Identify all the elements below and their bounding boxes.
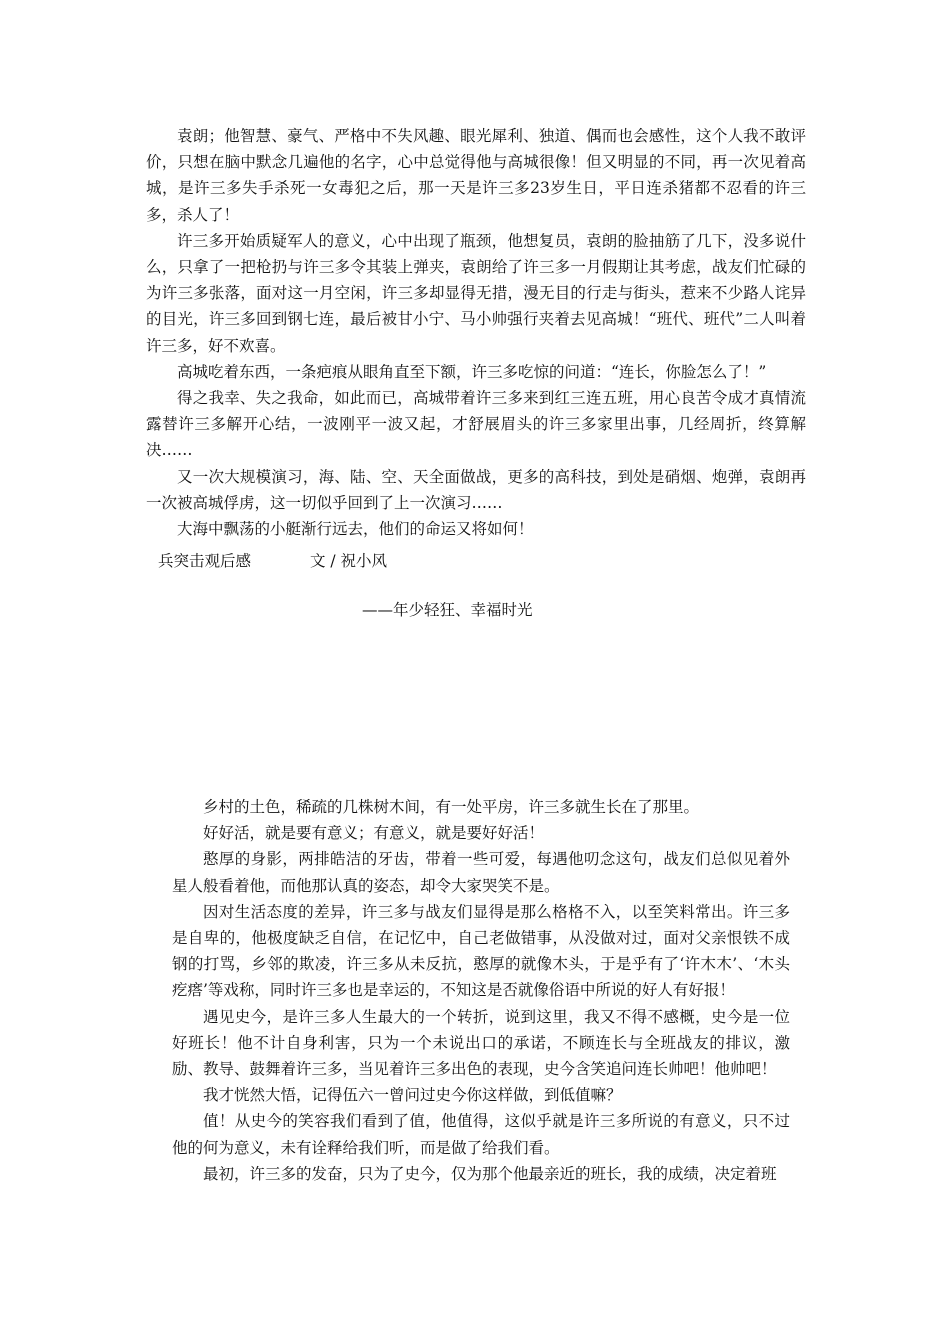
paragraph: 得之我幸、失之我命，如此而已，高城带着许三多来到红三连五班，用心良苦令成才真情流露替许三多解开心结，一波刚平一波又起，才舒展眉头的许三多家里出事，几经周折，终算解决…… — [146, 389, 806, 460]
review-text-section-1 — [146, 123, 806, 542]
paragraph: 值！从史今的笑容我们看到了值，他值得，这似乎就是许三多所说的有意义，只不过他的何为意义，未有诠释给我们听，而是做了给我们看。 — [172, 1112, 790, 1157]
paragraph: 袁朗；他智慧、豪气、严格中不失风趣、眼光犀利、独道、偶而也会感性，这个人我不敢评价，只想在脑中默念几遍他的名字，心中总觉得他与高城很像！但又明显的不同，再一次见着高城，是许三多失手杀死一女毒犯之后，那一天是许三多23岁生日，平日连杀猪都不忍看的许三多，杀人了！ — [146, 127, 806, 224]
paragraph: 因对生活态度的差异，许三多与战友们显得是那么格格不入，以至笑料常出。许三多是自卑的，他极度缺乏自信，在记忆中，自己老做错事，从没做对过，面对父亲恨铁不成钢的打骂，乡邻的欺凌，许三多从未反抗，憨厚的就像木头，于是乎有了‘许木木’、‘木头疙瘩’等戏称，同时许三多也是幸运的，不知这是否就像俗语中所说的好人有好报！ — [172, 902, 790, 1000]
article-title: 兵突击观后感 — [158, 552, 252, 570]
paragraph: 又一次大规模演习，海、陆、空、天全面做战，更多的高科技，到处是硝烟、炮弹，袁朗再一次被高城俘虏，这一切似乎回到了上一次演习…… — [146, 467, 806, 512]
article-subtitle: ——年少轻狂、幸福时光 — [362, 601, 533, 619]
paragraph: 好好活，就是要有意义；有意义，就是要好好活！ — [203, 824, 545, 843]
paragraph: 最初，许三多的发奋，只为了史今，仅为那个他最亲近的班长，我的成绩，决定着班 — [203, 1164, 777, 1183]
article-heading — [158, 549, 387, 573]
paragraph: 憨厚的身影，两排皓洁的牙齿，带着一些可爱，每遇他叨念这句，战友们总似见着外星人般看着他，而他那认真的姿态，却令大家哭笑不是。 — [172, 850, 790, 895]
paragraph: 遇见史今，是许三多人生最大的一个转折，说到这里，我又不得不感概，史今是一位好班长！他不计自身利害，只为一个未说出口的承诺，不顾连长与全班战友的排议，激励、教导、鼓舞着许三多，当见着许三多出色的表现，史今含笑追问连长帅吧！他帅吧！ — [172, 1007, 790, 1079]
paragraph: 乡村的土色，稀疏的几株树木间，有一处平房，许三多就生长在了那里。 — [203, 798, 700, 816]
paragraph: 大海中飘荡的小艇渐行远去，他们的命运又将如何！ — [177, 520, 534, 539]
paragraph: 高城吃着东西，一条疤痕从眼角直至下额，许三多吃惊的问道：“连长，你脸怎么了！” — [177, 362, 767, 381]
review-text-section-2 — [172, 794, 790, 1187]
paragraph: 我才恍然大悟，记得伍六一曾问过史今你这样做，到低值嘛？ — [203, 1086, 622, 1105]
paragraph: 许三多开始质疑军人的意义，心中出现了瓶颈，他想复员，袁朗的脸抽筋了几下，没多说什么，只拿了一把枪扔与许三多令其装上弹夹，袁朗给了许三多一月假期让其考虑，战友们忙碌的为许三多张落，面对这一月空闲，许三多却显得无措，漫无目的行走与街头，惹来不少路人诧异的目光，许三多回到钢七连，最后被甘小宁、马小帅强行夹着去见高城！“班代、班代”二人叫着许三多，好不欢喜。 — [146, 231, 806, 355]
article-author: 文 / 祝小风 — [309, 552, 388, 570]
